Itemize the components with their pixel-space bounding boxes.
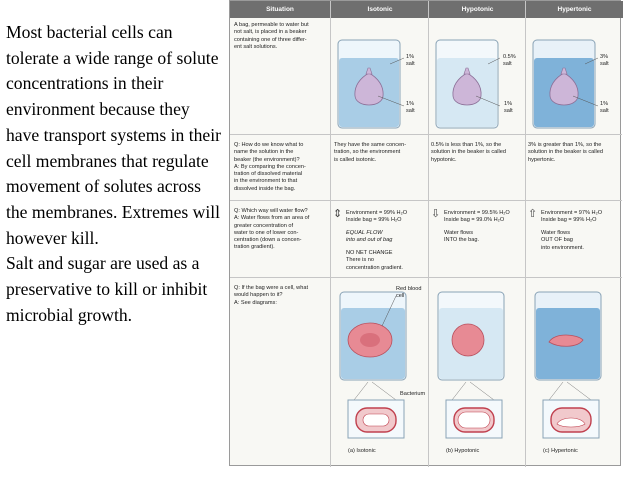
grid-line	[230, 200, 622, 201]
header-situation: Situation	[230, 1, 330, 18]
row2-isotonic: They have the same concen- tration, so the environment is called isotonic.	[334, 142, 407, 163]
isotonic-cell-diagram	[330, 278, 428, 467]
tonicity-figure	[229, 0, 621, 466]
body-text	[6, 20, 224, 328]
hypertonic-flow: Water flows OUT OF bag into environment.	[541, 230, 584, 251]
header-hypotonic: Hypotonic	[428, 1, 526, 18]
hypertonic-inside-label: 1% salt	[600, 101, 609, 115]
hypertonic-env: Environment = 97% H₂O Inside bag = 99% H₂O	[541, 210, 603, 224]
hypotonic-beaker	[428, 18, 525, 134]
isotonic-net: NO NET CHANGE There is no concentration gradient.	[346, 250, 403, 271]
header-hypertonic: Hypertonic	[525, 1, 623, 18]
hypertonic-outside-label: 3% salt	[600, 54, 609, 68]
arrow-up-icon: ⇧	[528, 208, 538, 220]
hypotonic-inside-label: 1% salt	[504, 101, 513, 115]
isotonic-beaker	[330, 18, 428, 134]
rbc-label: Red blood cell	[396, 286, 422, 300]
row3-question: Q: Which way will water flow? A: Water flows from an area of greater concentration of water to one of lower con- centration (down a concen- tration gradient).	[234, 208, 310, 251]
hypotonic-outside-label: 0.5% salt	[503, 54, 516, 68]
grid-line	[230, 134, 622, 135]
isotonic-inside-label: 1% salt	[406, 101, 415, 115]
row2-hypertonic: 3% is greater than 1%, so the solution in the beaker is called hypertonic.	[528, 142, 603, 163]
body-paragraph-2: Salt and sugar are used as a preservative to kill or inhibit microbial growth.	[6, 253, 208, 325]
row2-question: Q: How do we know what to name the solution in the beaker (the environment)? A: By comparing the concen- tration of dissolved material in the environment to that dissolved inside the bag.	[234, 142, 306, 192]
hypotonic-flow: Water flows INTO the bag.	[444, 230, 480, 244]
double-arrow-icon: ⇕	[333, 208, 343, 220]
caption-isotonic: (a) Isotonic	[348, 448, 376, 454]
hypertonic-cell-diagram	[525, 278, 622, 467]
row2-hypotonic: 0.5% is less than 1%, so the solution in the beaker is called hypotonic.	[431, 142, 506, 163]
isotonic-flow: EQUAL FLOW into and out of bag	[346, 230, 393, 244]
bacterium-label: Bacterium	[400, 391, 426, 397]
hypertonic-beaker	[525, 18, 622, 134]
arrow-down-icon: ⇩	[431, 208, 441, 220]
isotonic-outside-label: 1% salt	[406, 54, 415, 68]
hypotonic-env: Environment = 99.5% H₂O Inside bag = 99.0% H₂O	[444, 210, 510, 224]
caption-hypotonic: (b) Hypotonic	[446, 448, 480, 454]
header-isotonic: Isotonic	[330, 1, 429, 18]
hypotonic-cell-diagram	[428, 278, 525, 467]
isotonic-env: Environment = 99% H₂O Inside bag = 99% H₂O	[346, 210, 408, 224]
situation-text: A bag, permeable to water but not salt, is placed in a beaker containing one of three differ- ent salt solutions.	[234, 22, 309, 50]
caption-hypertonic: (c) Hypertonic	[543, 448, 578, 454]
body-paragraph-1: Most bacterial cells can tolerate a wide range of solute concentrations in their environment because they have transport systems in their cell membranes that regulate movement of solutes across the membranes. Extremes will however kill.	[6, 22, 221, 248]
row4-question: Q: If the bag were a cell, what would happen to it? A: See diagrams:	[234, 285, 308, 306]
